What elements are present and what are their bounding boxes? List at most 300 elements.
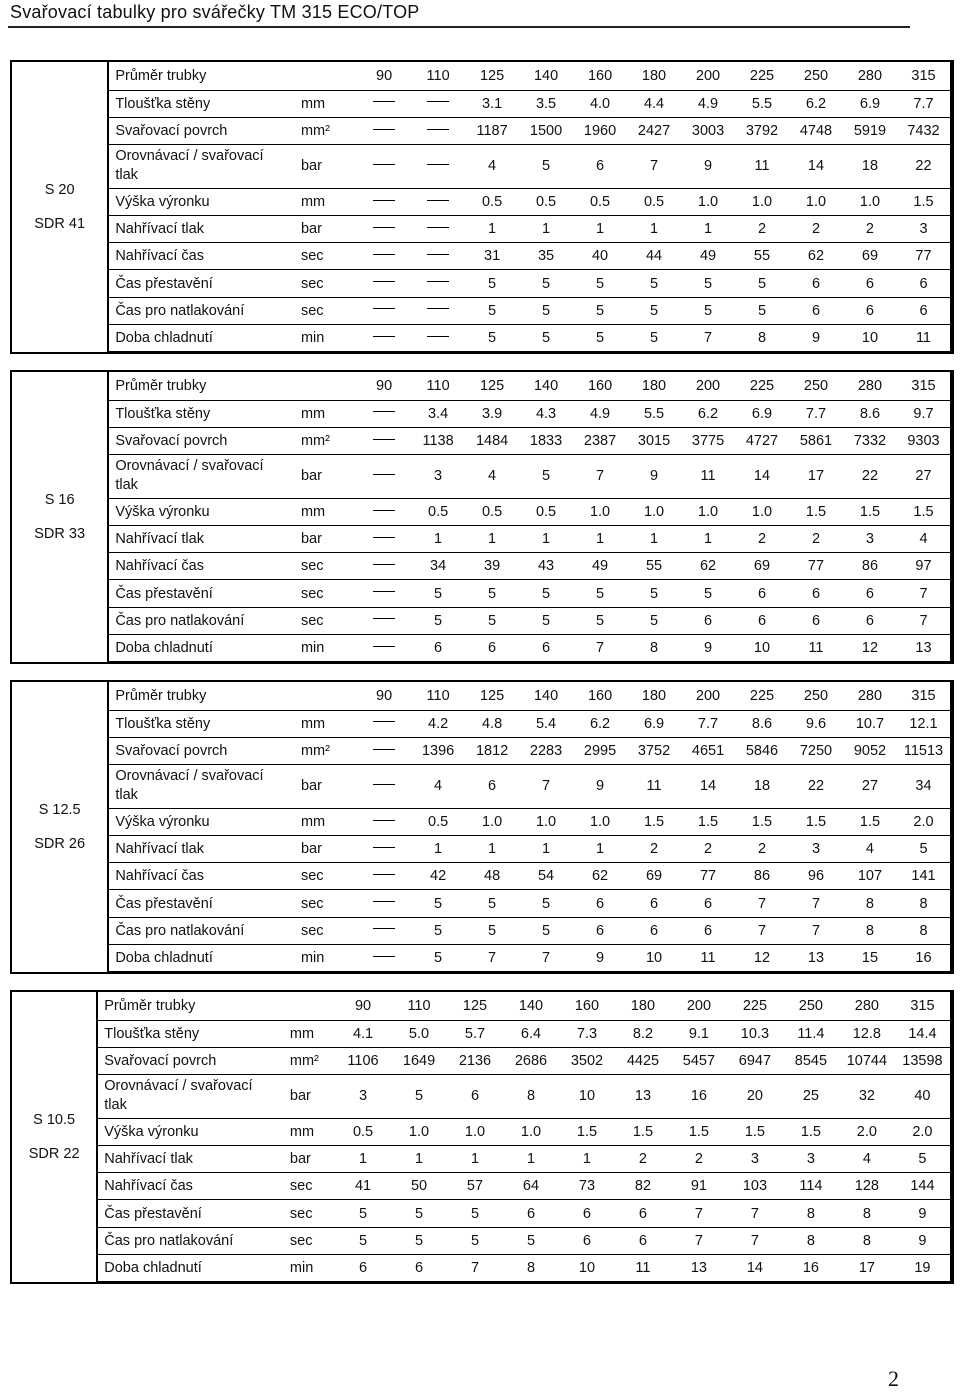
table-cell: 7 [727,1200,783,1227]
table-cell: 86 [843,553,897,580]
parameter-name: Čas pro natlakování [97,1227,290,1254]
table-row [12,90,951,117]
table-cell: 5846 [735,737,789,764]
table-cell: 2 [735,836,789,863]
table-cell: 5 [627,297,681,324]
table-cell: 14 [727,1254,783,1281]
table-row [12,526,951,553]
table-cell: 9 [573,944,627,971]
table-cell: 41 [335,1173,391,1200]
parameter-name: Nahřívací tlak [108,836,301,863]
table-cell: 14.4 [895,1020,951,1047]
table-cell: 5 [627,270,681,297]
table-cell: 225 [735,682,789,710]
parameter-unit [301,62,357,90]
parameter-name: Svařovací povrch [108,427,301,454]
table-cell: 5 [335,1227,391,1254]
table-cell: 1 [465,526,519,553]
table-cell: 0.5 [573,188,627,215]
table-row [12,1020,951,1047]
page-title: Svařovací tabulky pro svářečky TM 315 ECO/TOP [10,2,420,22]
table-cell: 2283 [519,737,573,764]
table-cell: 200 [681,62,735,90]
table-cell: 12 [843,634,897,661]
table-cell [357,427,411,454]
parameter-name: Tloušťka stěny [108,400,301,427]
table-cell: 5.5 [735,90,789,117]
not-applicable-dash [373,510,395,511]
table-row [12,400,951,427]
parameter-name: Nahřívací čas [108,553,301,580]
table-cell: 8 [503,1254,559,1281]
table-cell: 9 [681,145,735,189]
table-cell: 1 [681,216,735,243]
table-cell: 5 [573,297,627,324]
table-cell: 160 [559,992,615,1020]
table-cell: 3792 [735,117,789,144]
table-cell: 4.1 [335,1020,391,1047]
table-row [12,372,951,400]
not-applicable-dash [373,129,395,130]
parameter-unit [301,372,357,400]
parameter-unit: bar [301,145,357,189]
table-cell: 77 [681,863,735,890]
table-cell [411,324,465,351]
parameter-name: Čas přestavění [97,1200,290,1227]
table-cell: 125 [465,372,519,400]
parameter-name: Doba chladnutí [108,944,301,971]
table-cell: 6 [789,580,843,607]
sdr-label: SDR 26 [34,835,86,852]
table-cell: 40 [895,1075,951,1119]
s-series-label: S 16 [44,491,75,508]
table-cell: 180 [615,992,671,1020]
table-cell: 2 [789,526,843,553]
table-row [12,553,951,580]
table-cell: 110 [391,992,447,1020]
table-cell: 200 [681,682,735,710]
table-cell: 3 [843,526,897,553]
table-cell: 10.7 [843,710,897,737]
not-applicable-dash [373,721,395,722]
table-cell: 110 [411,62,465,90]
table-cell: 4.4 [627,90,681,117]
parameter-unit: bar [290,1146,335,1173]
table-cell: 5 [465,580,519,607]
parameter-unit: bar [290,1075,335,1119]
table-cell: 13 [615,1075,671,1119]
table-cell: 125 [447,992,503,1020]
table-row [12,1075,951,1119]
table-cell: 13598 [895,1047,951,1074]
table-cell: 7 [573,634,627,661]
parameter-unit: min [301,634,357,661]
parameter-name: Doba chladnutí [97,1254,290,1281]
table-cell: 0.5 [519,498,573,525]
parameter-unit: sec [301,270,357,297]
table-cell [357,188,411,215]
table-cell: 7 [789,890,843,917]
parameter-unit: mm [301,400,357,427]
table-cell: 6 [503,1200,559,1227]
table-cell: 140 [519,372,573,400]
table-cell: 315 [895,992,951,1020]
table-cell: 6.9 [843,90,897,117]
not-applicable-dash [373,928,395,929]
table-cell: 8.2 [615,1020,671,1047]
table-cell: 10 [559,1075,615,1119]
weld-table-3 [10,680,954,974]
table-cell: 7.7 [681,710,735,737]
table-cell: 22 [897,145,951,189]
table-row [12,216,951,243]
table-cell: 5 [519,890,573,917]
page-number: 2 [888,1366,899,1391]
table-cell: 5 [411,944,465,971]
table-cell: 1.5 [789,498,843,525]
table-cell: 1.0 [843,188,897,215]
table-cell: 5 [411,580,465,607]
table-cell: 2 [843,216,897,243]
parameter-unit: sec [301,297,357,324]
table-cell: 7 [735,917,789,944]
table-cell: 12.1 [897,710,951,737]
table-cell: 3 [727,1146,783,1173]
not-applicable-dash [373,474,395,475]
not-applicable-dash [427,164,449,165]
not-applicable-dash [373,874,395,875]
table-cell: 6.9 [627,710,681,737]
table-cell: 107 [843,863,897,890]
table-cell: 7 [735,890,789,917]
table-row [12,808,951,835]
parameter-unit: mm² [290,1047,335,1074]
table-cell: 9.1 [671,1020,727,1047]
table-row [12,498,951,525]
table-cell: 315 [897,682,951,710]
table-cell: 6 [843,607,897,634]
table-cell: 8 [897,890,951,917]
table-cell: 3 [335,1075,391,1119]
parameter-unit: sec [301,580,357,607]
table-cell: 1187 [465,117,519,144]
table-cell: 3775 [681,427,735,454]
table-cell: 4.8 [465,710,519,737]
table-row [12,62,951,90]
table-cell: 0.5 [519,188,573,215]
table-cell: 8 [839,1227,895,1254]
table-cell: 1.0 [519,808,573,835]
table-cell: 1 [627,526,681,553]
table-cell: 200 [681,372,735,400]
parameter-name: Čas pro natlakování [108,607,301,634]
table-cell: 0.5 [465,498,519,525]
table-cell: 16 [783,1254,839,1281]
table-cell [357,216,411,243]
parameter-unit: bar [301,216,357,243]
table-cell: 1 [573,216,627,243]
table-cell [357,944,411,971]
table-cell: 6.2 [573,710,627,737]
table-cell [357,526,411,553]
table-cell: 315 [897,62,951,90]
table-cell: 140 [519,682,573,710]
table-cell: 1812 [465,737,519,764]
table-row [12,836,951,863]
table-cell: 0.5 [627,188,681,215]
table-cell: 1.0 [573,498,627,525]
table-cell: 7.7 [789,400,843,427]
table-row [12,1254,951,1281]
table-cell: 25 [783,1075,839,1119]
table-cell: 1.5 [627,808,681,835]
table-cell: 39 [465,553,519,580]
table-cell: 250 [789,372,843,400]
not-applicable-dash [373,820,395,821]
table-cell: 5 [735,297,789,324]
table-cell: 1 [573,836,627,863]
s-series-label: S 10.5 [33,1111,76,1128]
standard-label [12,372,108,662]
weld-table-2 [10,370,954,664]
table-cell: 6 [681,607,735,634]
table-cell [357,117,411,144]
table-cell: 4.2 [411,710,465,737]
parameter-name: Čas přestavění [108,270,301,297]
table-cell: 1 [519,836,573,863]
weld-table-1 [10,60,954,354]
table-cell: 280 [843,62,897,90]
not-applicable-dash [427,254,449,255]
table-cell: 8 [843,917,897,944]
parameter-name: Výška výronku [108,188,301,215]
table-cell [357,890,411,917]
table-cell: 90 [335,992,391,1020]
table-cell: 4651 [681,737,735,764]
table-cell: 5.0 [391,1020,447,1047]
table-cell: 5 [519,455,573,499]
parameter-unit: bar [301,765,357,809]
table-cell: 1.0 [465,808,519,835]
not-applicable-dash [373,956,395,957]
table-cell: 3003 [681,117,735,144]
table-cell: 250 [783,992,839,1020]
table-cell [357,863,411,890]
parameter-name: Doba chladnutí [108,634,301,661]
table-cell: 6 [897,297,951,324]
parameter-name: Tloušťka stěny [108,90,301,117]
not-applicable-dash [373,164,395,165]
parameter-name: Průměr trubky [108,682,301,710]
table-cell: 2387 [573,427,627,454]
table-cell: 8545 [783,1047,839,1074]
table-cell: 62 [573,863,627,890]
parameter-name: Orovnávací / svařovací tlak [108,455,301,499]
table-cell: 8.6 [735,710,789,737]
table-cell [357,737,411,764]
table-cell: 44 [627,243,681,270]
table-cell: 0.5 [465,188,519,215]
table-cell: 1.0 [789,188,843,215]
not-applicable-dash [427,101,449,102]
table-cell: 1649 [391,1047,447,1074]
table-cell: 27 [897,455,951,499]
not-applicable-dash [427,336,449,337]
table-cell: 5 [519,917,573,944]
table-cell: 5 [465,890,519,917]
table-cell: 1 [503,1146,559,1173]
not-applicable-dash [373,227,395,228]
table-cell: 43 [519,553,573,580]
table-cell: 8.6 [843,400,897,427]
table-cell: 180 [627,62,681,90]
table-cell: 9 [573,765,627,809]
table-cell: 69 [735,553,789,580]
table-cell: 114 [783,1173,839,1200]
table-cell: 5 [897,836,951,863]
table-cell: 9303 [897,427,951,454]
table-cell: 250 [789,682,843,710]
not-applicable-dash [373,646,395,647]
parameter-name: Průměr trubky [97,992,290,1020]
table-cell: 1.0 [735,498,789,525]
not-applicable-dash [373,281,395,282]
table-cell: 5.5 [627,400,681,427]
table-cell: 1.5 [727,1118,783,1145]
table-cell: 1 [627,216,681,243]
table-cell: 6 [391,1254,447,1281]
table-cell: 1500 [519,117,573,144]
table-cell: 2427 [627,117,681,144]
table-cell: 6 [681,890,735,917]
table-row [12,1200,951,1227]
table-cell [411,243,465,270]
table-cell: 1.5 [735,808,789,835]
table-cell: 1 [447,1146,503,1173]
table-row [12,682,951,710]
table-cell [357,634,411,661]
table-cell: 2.0 [839,1118,895,1145]
not-applicable-dash [373,439,395,440]
table-cell: 14 [789,145,843,189]
table-cell: 4 [843,836,897,863]
table-cell: 6 [843,270,897,297]
parameter-unit: sec [301,863,357,890]
table-cell: 2.0 [897,808,951,835]
not-applicable-dash [373,618,395,619]
table-cell: 280 [843,682,897,710]
table-cell: 3 [897,216,951,243]
table-cell: 7432 [897,117,951,144]
table-cell: 20 [727,1075,783,1119]
table-cell: 13 [671,1254,727,1281]
table-cell [357,297,411,324]
parameter-unit: sec [301,243,357,270]
table-cell: 225 [735,62,789,90]
not-applicable-dash [427,281,449,282]
table-cell [357,324,411,351]
table-cell: 50 [391,1173,447,1200]
table-cell: 7 [519,765,573,809]
table-cell: 16 [671,1075,727,1119]
table-cell: 1 [411,836,465,863]
parameter-name: Svařovací povrch [97,1047,290,1074]
table-cell: 6 [615,1227,671,1254]
table-row [12,1146,951,1173]
parameter-name: Svařovací povrch [108,117,301,144]
weld-table-4 [10,990,954,1284]
table-cell: 1.0 [681,188,735,215]
table-cell: 16 [897,944,951,971]
parameter-unit: mm² [301,427,357,454]
table-cell: 225 [735,372,789,400]
table-cell: 6.2 [681,400,735,427]
table-cell [411,145,465,189]
table-cell [357,607,411,634]
table-cell: 3.4 [411,400,465,427]
table-row [12,270,951,297]
parameter-unit: mm [301,498,357,525]
table-cell: 6.9 [735,400,789,427]
table-cell: 17 [839,1254,895,1281]
table-cell [357,710,411,737]
table-cell [357,808,411,835]
s-series-label: S 20 [44,181,75,198]
table-cell: 1 [573,526,627,553]
table-cell: 3 [783,1146,839,1173]
table-cell: 19 [895,1254,951,1281]
table-cell: 1 [391,1146,447,1173]
parameter-name: Nahřívací čas [97,1173,290,1200]
table-cell: 5 [573,270,627,297]
parameter-name: Nahřívací tlak [108,216,301,243]
table-cell [411,297,465,324]
table-cell: 1396 [411,737,465,764]
table-cell: 27 [843,765,897,809]
table-cell [411,90,465,117]
table-cell: 6.4 [503,1020,559,1047]
table-cell: 5 [411,890,465,917]
table-cell [411,216,465,243]
parameter-unit: min [301,944,357,971]
table-row [12,1118,951,1145]
table-cell: 64 [503,1173,559,1200]
parameter-name: Průměr trubky [108,372,301,400]
not-applicable-dash [373,254,395,255]
table-cell: 77 [789,553,843,580]
table-cell: 6 [465,765,519,809]
not-applicable-dash [373,200,395,201]
table-cell: 18 [735,765,789,809]
table-cell: 315 [897,372,951,400]
table-cell: 5 [465,324,519,351]
parameter-unit [290,992,335,1020]
table-cell: 54 [519,863,573,890]
table-row [12,765,951,809]
parameter-unit: sec [301,553,357,580]
table-row [12,917,951,944]
parameter-name: Tloušťka stěny [97,1020,290,1047]
table-cell: 5 [519,580,573,607]
table-cell: 90 [357,682,411,710]
table-cell: 280 [843,372,897,400]
table-cell: 160 [573,372,627,400]
table-cell: 1.0 [503,1118,559,1145]
table-row [12,1227,951,1254]
table-cell [357,765,411,809]
table-cell: 35 [519,243,573,270]
table-cell [357,243,411,270]
